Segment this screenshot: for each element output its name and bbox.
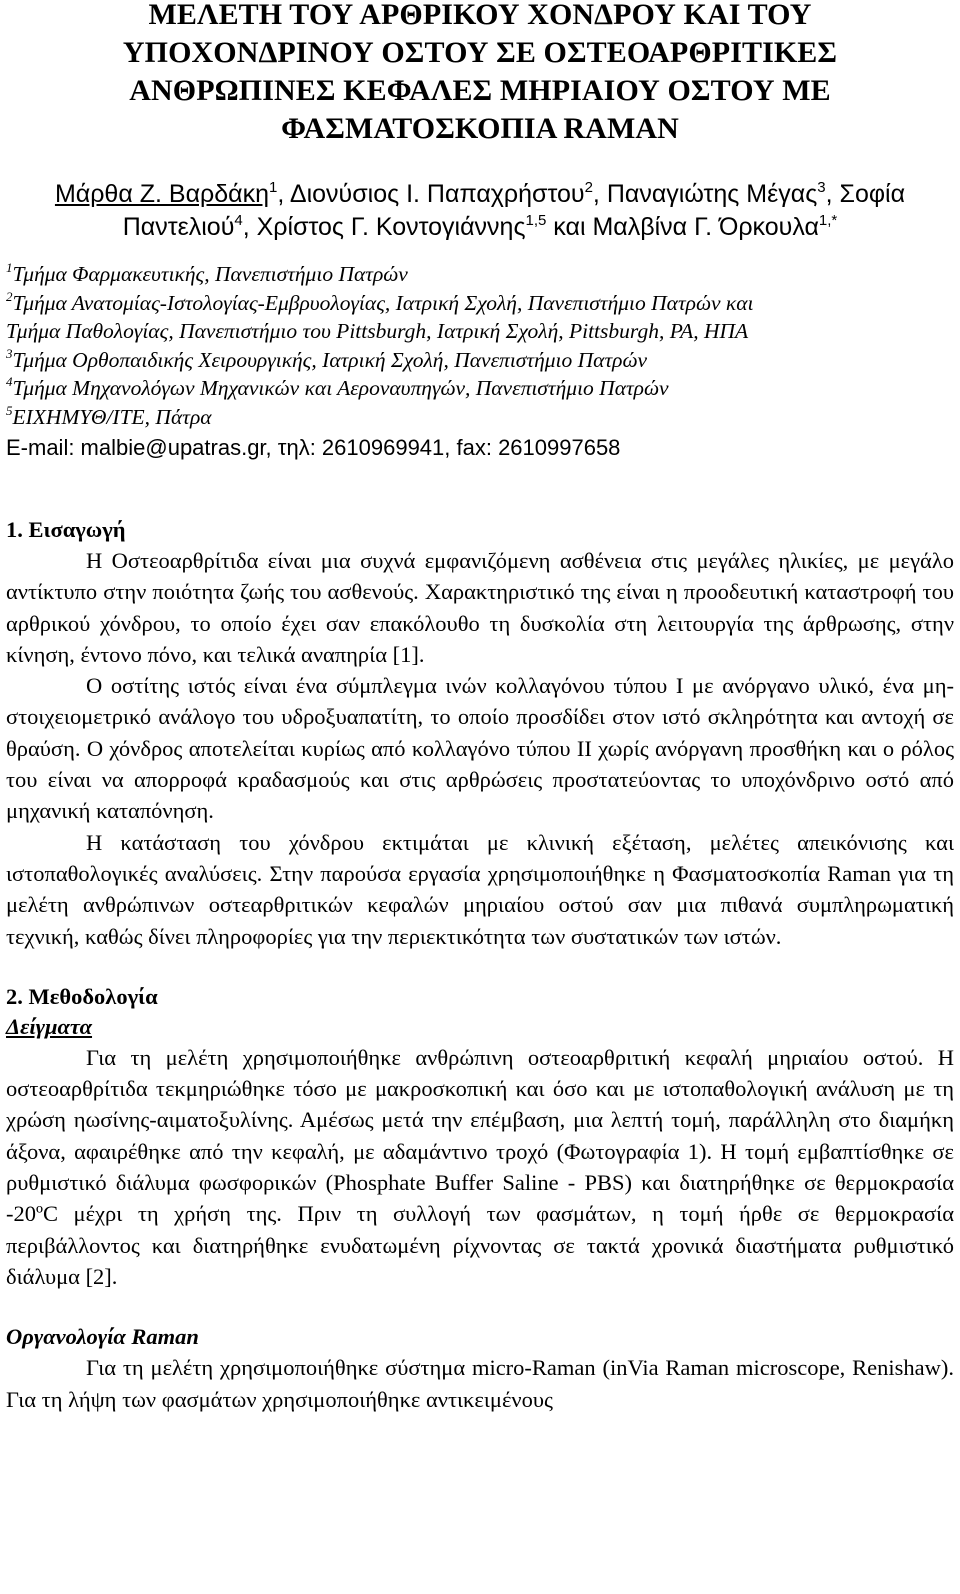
author-affil-sup: 3 [817,179,826,196]
author-affil-sup: 1 [269,179,278,196]
author-line [6,211,954,244]
affiliation [6,403,954,432]
affiliation [6,260,954,289]
author-affil-sup: 4 [234,212,243,229]
paragraph: Για τη μελέτη χρησιμοποιήθηκε ανθρώπινη οστεοαρθριτική κεφαλή μηριαίου οστού. Η οστεοαρθρίτιδα τεκμηριώθηκε τόσο με μακροσκοπική και όσο και με ιστοπαθολογική ανάλυση με τη χρώση ηωσίνης-αιματοξυλίνης. Αμέσως μετά την επέμβαση, μια λεπτή τομή, παράλληλη στο διαμήκη άξονα, αφαιρέθηκε από την κεφαλή, με αδαμάντινο τροχό (Φωτογραφία 1). Η τομή εμβαπτίσθηκε σε ρυθμιστικό διάλυμα φωσφορικών (Phosphate Buffer Saline - PBS) και διατηρήθηκε σε θερμοκρασία -20ºC μέχρι τη χρήση της. Πριν τη συλλογή των φασμάτων, η τομή ήρθε σε θερμοκρασία περιβάλλοντος και διατηρήθηκε ενυδατωμένη ρίχνοντας σε τακτά χρονικά διαστήματα ρυθμιστικό διάλυμα [2]. [6,1044,954,1289]
author-name: , Σοφία [825,180,906,208]
paragraph: Η Οστεοαρθρίτιδα είναι μια συχνά εμφανιζόμενη ασθένεια στις μεγάλες ηλικίες, με μεγάλο αντίκτυπο στην ποιότητα ζωής του ασθενούς. Χαρακτηριστικό της είναι η προοδευτική καταστροφή του αρθρικού χόνδρου, το οποίο έχει σαν επακόλουθο τη δυσκολία στη λειτουργία της άρθρωσης, στην κίνηση, έντονο πόνο, και τελικά αναπηρία [1]. [6,548,954,667]
author-name: Παντελιού [122,213,235,241]
affiliation-sup: 4 [6,374,13,389]
affiliation-text: Τμήμα Φαρμακευτικής, Πανεπιστήμιο Πατρών [12,262,408,286]
author-name: , Χρίστος Γ. Κοντογιάννης [242,213,526,241]
affiliation-text: Τμήμα Παθολογίας, Πανεπιστήμιο του Pittsburgh, Ιατρική Σχολή, Pittsburgh, PA, ΗΠΑ [6,319,749,343]
affiliation-sup: 5 [6,402,13,418]
author-affil-sup: 2 [584,179,593,196]
affiliation-text: Τμήμα Μηχανολόγων Μηχανικών και Αεροναυπηγών, Πανεπιστήμιο Πατρών [12,376,669,400]
affiliation-sup: 2 [6,288,13,304]
paragraph: Ο οστίτης ιστός είναι ένα σύμπλεγμα ινών κολλαγόνου τύπου Ι με ανόργανο υλικό, ένα μη-στοιχειομετρικό ανάλογο του υδροξυαπατίτη, το οποίο προσδίδει στον ιστό σκληρότητα και αντοχή σε θραύση. Ο χόνδρος αποτελείται κυρίως από κολλαγόνο τύπου ΙΙ χωρίς ανόργανη προσθήκη και ο ρόλος του είναι να απορροφά κραδασμούς και στις αρθρώσεις προστατεύοντας το υποχόνδρινο οστό από μηχανική καταπόνηση. [6,673,954,824]
affiliation [6,346,954,375]
title-line: ΑΝΘΡΩΠΙΝΕΣ ΚΕΦΑΛΕΣ ΜΗΡΙΑΙΟΥ ΟΣΤΟΥ ΜΕ [129,74,831,107]
affiliation [6,374,954,403]
section-heading: 1. Εισαγωγή [6,517,126,542]
title-line: ΥΠΟΧΟΝΔΡΙΝΟΥ ΟΣΤΟΥ ΣΕ ΟΣΤΕΟΑΡΘΡΙΤΙΚΕΣ [122,36,838,69]
author-affil-sup: 1,* [818,212,838,229]
subsection-heading: Δείγματα [6,1013,93,1039]
author-line [6,178,954,211]
paragraph: Για τη μελέτη χρησιμοποιήθηκε σύστημα micro-Raman (inVia Raman microscope, Renishaw). Για τη λήψη των φασμάτων χρησιμοποιήθηκε αντικειμένους [6,1355,954,1412]
affiliation [6,289,954,318]
section-heading: 2. Μεθοδολογία [6,983,158,1009]
title-line: ΜΕΛΕΤΗ ΤΟΥ ΑΡΘΡΙΚΟΥ ΧΟΝΔΡΟΥ ΚΑΙ ΤΟΥ [148,0,812,31]
subsection-heading: Οργανολογία Raman [6,1324,199,1350]
affiliation-sup: 3 [6,345,13,361]
affiliation-text: ΕΙΧΗΜΥΘ/ΙΤΕ, Πάτρα [12,404,212,429]
author-name: Μάρθα Ζ. Βαρδάκη [54,180,270,208]
contact-line: E-mail: malbie@upatras.gr, τηλ: 2610969941, fax: 2610997658 [6,435,621,460]
author-name: , Παναγιώτης Μέγας [592,180,818,208]
paragraph: Η κατάσταση του χόνδρου εκτιμάται με κλινική εξέταση, μελέτες απεικόνισης και ιστοπαθολογικές αναλύσεις. Στην παρούσα εργασία χρησιμοποιήθηκε η Φασματοσκοπία Raman για τη μελέτη ανθρώπινων οστεαρθριτικών κεφαλών μηριαίου οστού σαν μια πιθανά συμπληρωματική τεχνική, καθώς δίνει πληροφορίες για την περιεκτικότητα των συστατικών των ιστών. [6,829,954,949]
affiliation-text: Τμήμα Ανατομίας-Ιστολογίας-Εμβρυολογίας, Ιατρική Σχολή, Πανεπιστήμιο Πατρών και [12,290,754,315]
paper-page [6,0,954,1594]
author-name: , Διονύσιος Ι. Παπαχρήστου [277,180,585,208]
affiliation [6,317,954,346]
author-name: και Μαλβίνα Γ. Όρκουλα [546,213,819,241]
author-list [6,178,954,244]
title-line: ΦΑΣΜΑΤΟΣΚΟΠΙΑ RAMAN [281,112,679,145]
paper-title [6,0,954,148]
author-affil-sup: 1,5 [525,212,547,229]
affiliation-sup: 1 [6,260,13,275]
affiliations [6,260,954,431]
affiliation-text: Τμήμα Ορθοπαιδικής Χειρουργικής, Ιατρική Σχολή, Πανεπιστήμιο Πατρών [12,347,648,372]
